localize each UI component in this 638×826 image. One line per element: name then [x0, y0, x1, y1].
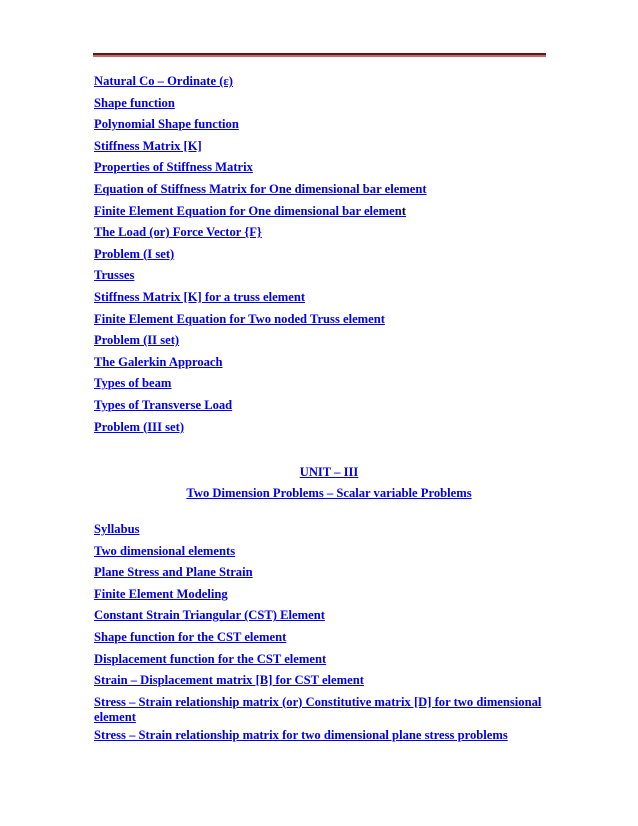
- toc-link[interactable]: Shape function: [94, 95, 175, 110]
- toc-link-tail: t: [401, 203, 406, 218]
- toc-link[interactable]: Problem (II set): [94, 333, 180, 348]
- toc-link[interactable]: Properties of Stiffness Matrix: [94, 160, 253, 175]
- toc-link[interactable]: Strain – Displacement matrix [B] for CST element: [94, 673, 364, 688]
- toc-link[interactable]: Stiffness Matrix [K] for a truss element: [94, 289, 306, 304]
- toc-link[interactable]: Problem (I set): [94, 246, 175, 261]
- toc-link[interactable]: [94, 204, 554, 226]
- toc-link[interactable]: Polynomial Shape function: [94, 117, 239, 132]
- toc-link[interactable]: Equation of Stiffness Matrix for One dimensional bar element: [94, 181, 427, 196]
- toc-link[interactable]: Types of Transverse Load: [94, 397, 233, 412]
- unit-subtitle[interactable]: Two Dimension Problems – Scalar variable Problems: [186, 486, 472, 500]
- toc-link[interactable]: Plane Stress and Plane Strain: [94, 565, 253, 580]
- toc-link[interactable]: Displacement function for the CST element: [94, 651, 327, 666]
- toc-link[interactable]: Trusses: [94, 268, 135, 283]
- toc-link[interactable]: Constant Strain Triangular (CST) Element: [94, 608, 325, 623]
- toc-link[interactable]: Two dimensional elements: [94, 543, 236, 558]
- toc-link[interactable]: Stress – Strain relationship matrix for two dimensional plane stress problems: [94, 727, 508, 742]
- toc-link[interactable]: The Load (or) Force Vector {F}: [94, 225, 262, 240]
- toc-link[interactable]: Natural Co – Ordinate (ε): [94, 74, 233, 88]
- toc-link[interactable]: Stress – Strain relationship matrix (or) Constitutive matrix [D] for two dimensional element: [94, 694, 542, 724]
- unit-heading[interactable]: UNIT – III: [299, 465, 359, 479]
- toc-link[interactable]: Finite Element Modeling: [94, 586, 228, 601]
- toc-link[interactable]: The Galerkin Approach: [94, 354, 223, 369]
- toc-link[interactable]: Finite Element Equation for Two noded Truss element: [94, 311, 385, 326]
- toc-section-unit-iii: [94, 522, 564, 749]
- toc-section-unit-ii: [94, 74, 554, 441]
- header-rule: [93, 53, 546, 55]
- toc-link[interactable]: Syllabus: [94, 522, 140, 536]
- toc-link[interactable]: Stiffness Matrix [K]: [94, 138, 202, 153]
- toc-link-text[interactable]: Finite Element Equation for One dimensional bar elemen: [94, 203, 402, 218]
- toc-link[interactable]: Types of beam: [94, 376, 172, 391]
- toc-link[interactable]: Shape function for the CST element: [94, 629, 287, 644]
- toc-link[interactable]: Problem (III set): [94, 419, 185, 434]
